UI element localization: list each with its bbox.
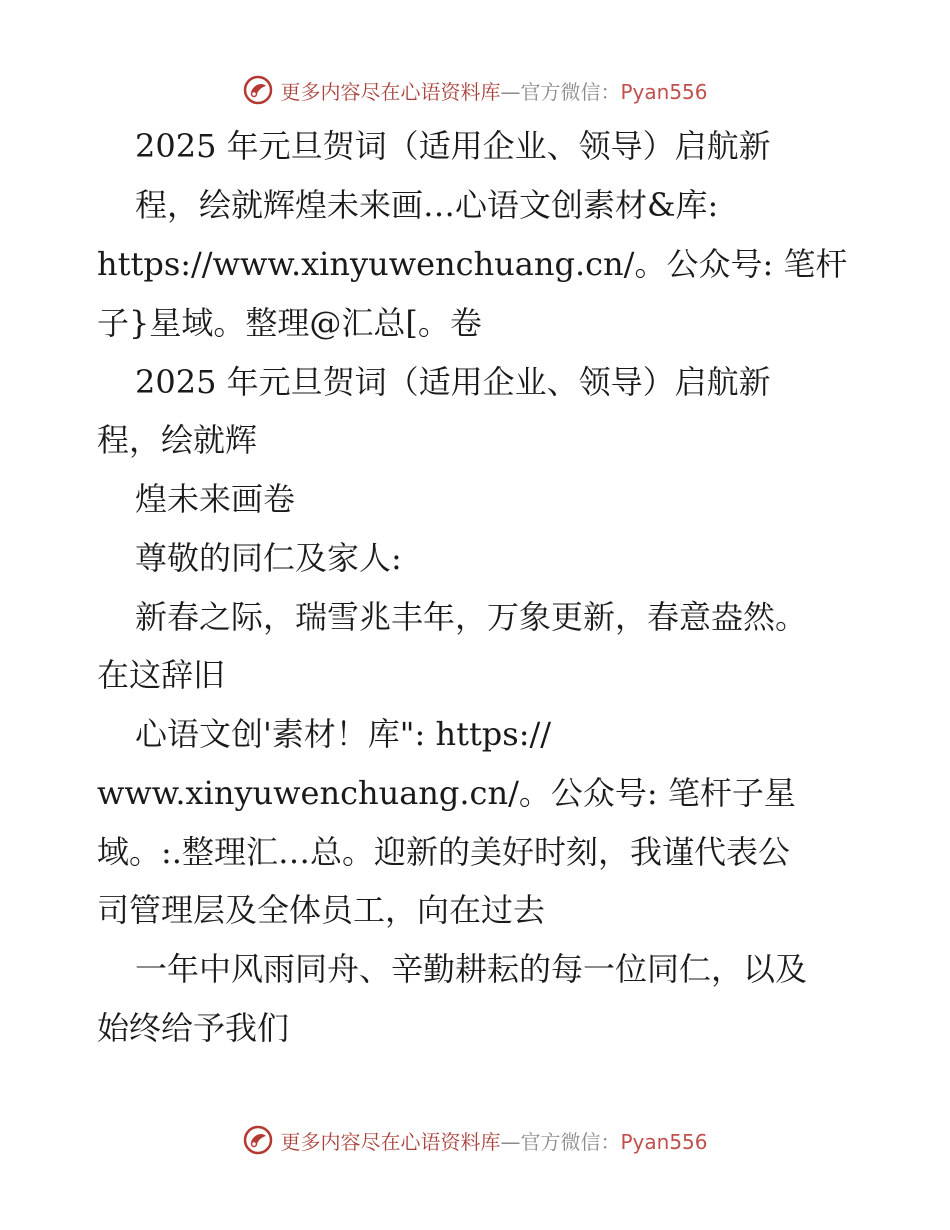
- body-line: 尊敬的同仁及家人:: [135, 539, 402, 577]
- xinyu-logo-icon: [242, 1124, 274, 1156]
- body-line: 2025 年元旦贺词（适用企业、领导）启航新: [135, 363, 771, 401]
- body-line: 一年中风雨同舟、辛勤耕耘的每一位同仁，以及: [135, 950, 808, 988]
- banner-brand: 更多内容尽在心语资料库: [280, 79, 501, 104]
- body-line: 子}星域。整理@汇总[。卷: [97, 304, 482, 342]
- banner-wechat-id: Pyan556: [620, 1129, 708, 1154]
- body-line: 程，绘就辉: [97, 421, 258, 459]
- body-line: 煌未来画卷: [135, 480, 296, 518]
- banner-separator: —: [500, 79, 521, 104]
- body-line: 始终给予我们: [97, 1009, 290, 1047]
- body-line: www.xinyuwenchuang.cn/。公众号: 笔杆子星: [97, 774, 796, 812]
- banner-wechat-id: Pyan556: [620, 79, 708, 104]
- banner-brand: 更多内容尽在心语资料库: [280, 1129, 501, 1154]
- footer-banner-text: [280, 1126, 707, 1155]
- xinyu-logo-icon: [242, 74, 274, 106]
- body-line: 心语文创'素材！库": https://: [135, 715, 552, 753]
- banner-wechat-label: 官方微信：: [520, 1129, 621, 1154]
- body-line: 2025 年元旦贺词（适用企业、领导）启航新: [135, 127, 771, 165]
- header-banner: [0, 70, 950, 110]
- banner-separator: —: [500, 1129, 521, 1154]
- header-banner-text: [280, 76, 707, 105]
- body-line: 新春之际，瑞雪兆丰年，万象更新，春意盎然。: [135, 598, 808, 636]
- body-line: 程，绘就辉煌未来画…心语文创素材&库:: [135, 186, 719, 224]
- body-line: 司管理层及全体员工，向在过去: [97, 891, 546, 929]
- body-line: https://www.xinyuwenchuang.cn/。公众号: 笔杆: [97, 245, 848, 283]
- body-line: 域。:.整理汇…总。迎新的美好时刻，我谨代表公: [97, 833, 790, 871]
- body-line: 在这辞旧: [97, 656, 226, 694]
- banner-wechat-label: 官方微信：: [520, 79, 621, 104]
- footer-banner: [0, 1120, 950, 1160]
